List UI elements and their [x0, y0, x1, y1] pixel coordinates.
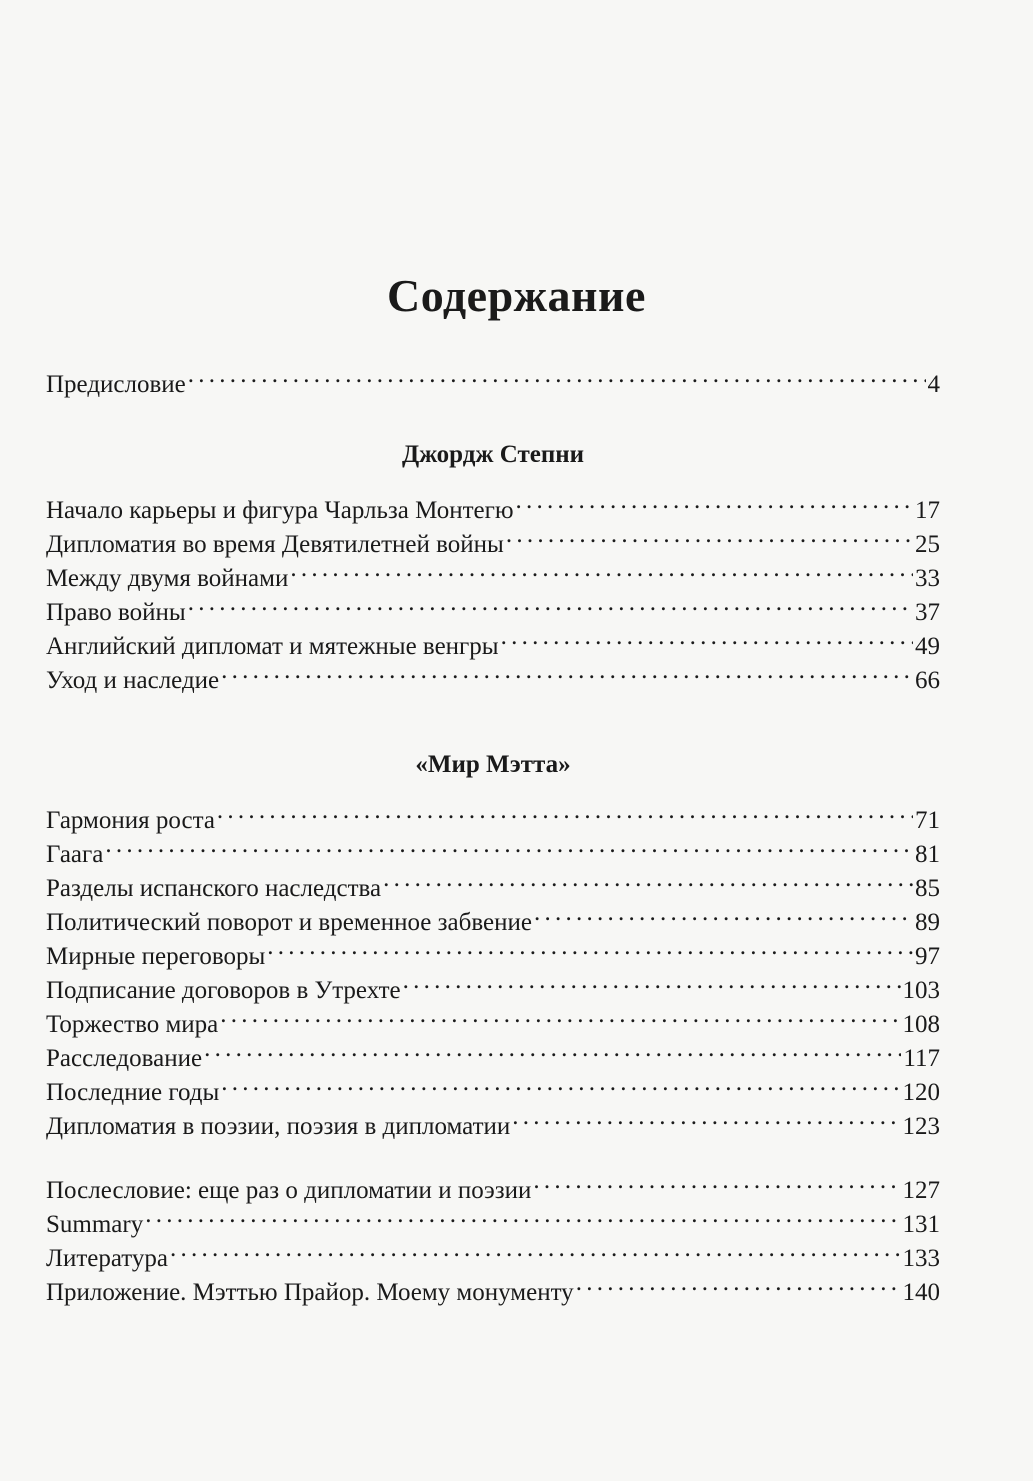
toc-entry-page: 4 — [927, 371, 940, 398]
toc-entry-summary — [46, 1198, 940, 1238]
section-heading-stepney: Джордж Степни — [401, 441, 585, 468]
toc-entry-label: Подписание договоров в Утрехте — [46, 977, 401, 1004]
dot-leader — [506, 518, 913, 552]
toc-entry-label: Торжество мира — [46, 1011, 219, 1038]
toc-entry-page: 127 — [902, 1177, 940, 1204]
spacer — [46, 472, 940, 484]
toc-entry-page: 133 — [902, 1245, 940, 1272]
toc-entry-page: 66 — [915, 667, 940, 694]
dot-leader — [501, 620, 913, 654]
dot-leader — [217, 794, 913, 828]
toc-entry-literature — [46, 1232, 940, 1272]
toc-entry-page: 120 — [902, 1079, 940, 1106]
toc-entry-page: 49 — [915, 633, 940, 660]
toc-entry-preface — [46, 358, 940, 398]
toc-entry-page: 131 — [902, 1211, 940, 1238]
toc-entry-label: Summary — [46, 1211, 144, 1238]
toc-entry-label: Предисловие — [46, 371, 186, 398]
toc-entry-label: Между двумя войнами — [46, 565, 289, 592]
toc-entry-page: 37 — [915, 599, 940, 626]
dot-leader — [221, 1066, 900, 1100]
page-title: Содержание — [387, 270, 646, 321]
toc-entry-label: Политический поворот и временное забвение — [46, 909, 532, 936]
toc-entry-label: Английский дипломат и мятежные венгры — [46, 633, 499, 660]
toc-entry-label: Последние годы — [46, 1079, 220, 1106]
toc-entry-label: Начало карьеры и фигура Чарльза Монтегю — [46, 497, 514, 524]
toc-entry-page: 81 — [915, 841, 940, 868]
toc-entry-label: Разделы испанского наследства — [46, 875, 382, 902]
dot-leader — [221, 654, 913, 688]
toc-entry — [46, 828, 940, 868]
dot-leader — [188, 358, 926, 392]
dot-leader — [516, 484, 913, 518]
toc-entry-page: 117 — [903, 1045, 940, 1072]
dot-leader — [533, 1164, 900, 1198]
toc-entry-page: 89 — [915, 909, 940, 936]
toc-entry-afterword — [46, 1164, 940, 1204]
dot-leader — [105, 828, 913, 862]
toc-entry-page: 17 — [915, 497, 940, 524]
toc-entry-label: Приложение. Мэттью Прайор. Моему монументу — [46, 1279, 574, 1306]
section-heading-matt: «Мир Мэтта» — [415, 751, 571, 778]
toc-entry-label: Дипломатия в поэзии, поэзия в дипломатии — [46, 1113, 511, 1140]
toc-entry-label: Гаага — [46, 841, 104, 868]
toc-entry-page: 140 — [902, 1279, 940, 1306]
dot-leader — [267, 930, 913, 964]
toc-entry-label: Гармония роста — [46, 807, 215, 834]
dot-leader — [290, 552, 913, 586]
dot-leader — [576, 1266, 901, 1300]
toc-entry-page: 103 — [902, 977, 940, 1004]
toc-entry-page: 108 — [902, 1011, 940, 1038]
toc-entry-label: Послесловие: еще раз о дипломатии и поэзии — [46, 1177, 532, 1204]
toc-entry-page: 97 — [915, 943, 940, 970]
dot-leader — [145, 1198, 900, 1232]
spacer — [46, 782, 940, 794]
dot-leader — [204, 1032, 901, 1066]
toc-entry-label: Право войны — [46, 599, 186, 626]
dot-leader — [403, 964, 901, 998]
toc-entry-page: 85 — [915, 875, 940, 902]
toc-entry-label: Уход и наследие — [46, 667, 220, 694]
toc-entry-appendix — [46, 1266, 940, 1306]
toc-entry — [46, 794, 940, 834]
toc-entry-label: Литература — [46, 1245, 168, 1272]
toc-entry-label: Расследование — [46, 1045, 203, 1072]
toc-entry-label: Мирные переговоры — [46, 943, 266, 970]
dot-leader — [170, 1232, 901, 1266]
toc-entry-label: Дипломатия во время Девятилетней войны — [46, 531, 504, 558]
dot-leader — [512, 1100, 900, 1134]
dot-leader — [383, 862, 913, 896]
toc-entry-page: 71 — [915, 807, 940, 834]
table-of-contents — [46, 358, 940, 1306]
toc-entry-page: 123 — [902, 1113, 940, 1140]
dot-leader — [534, 896, 913, 930]
dot-leader — [220, 998, 900, 1032]
toc-entry-page: 25 — [915, 531, 940, 558]
toc-entry-page: 33 — [915, 565, 940, 592]
toc-entry — [46, 484, 940, 524]
toc-entry — [46, 862, 940, 902]
dot-leader — [188, 586, 913, 620]
